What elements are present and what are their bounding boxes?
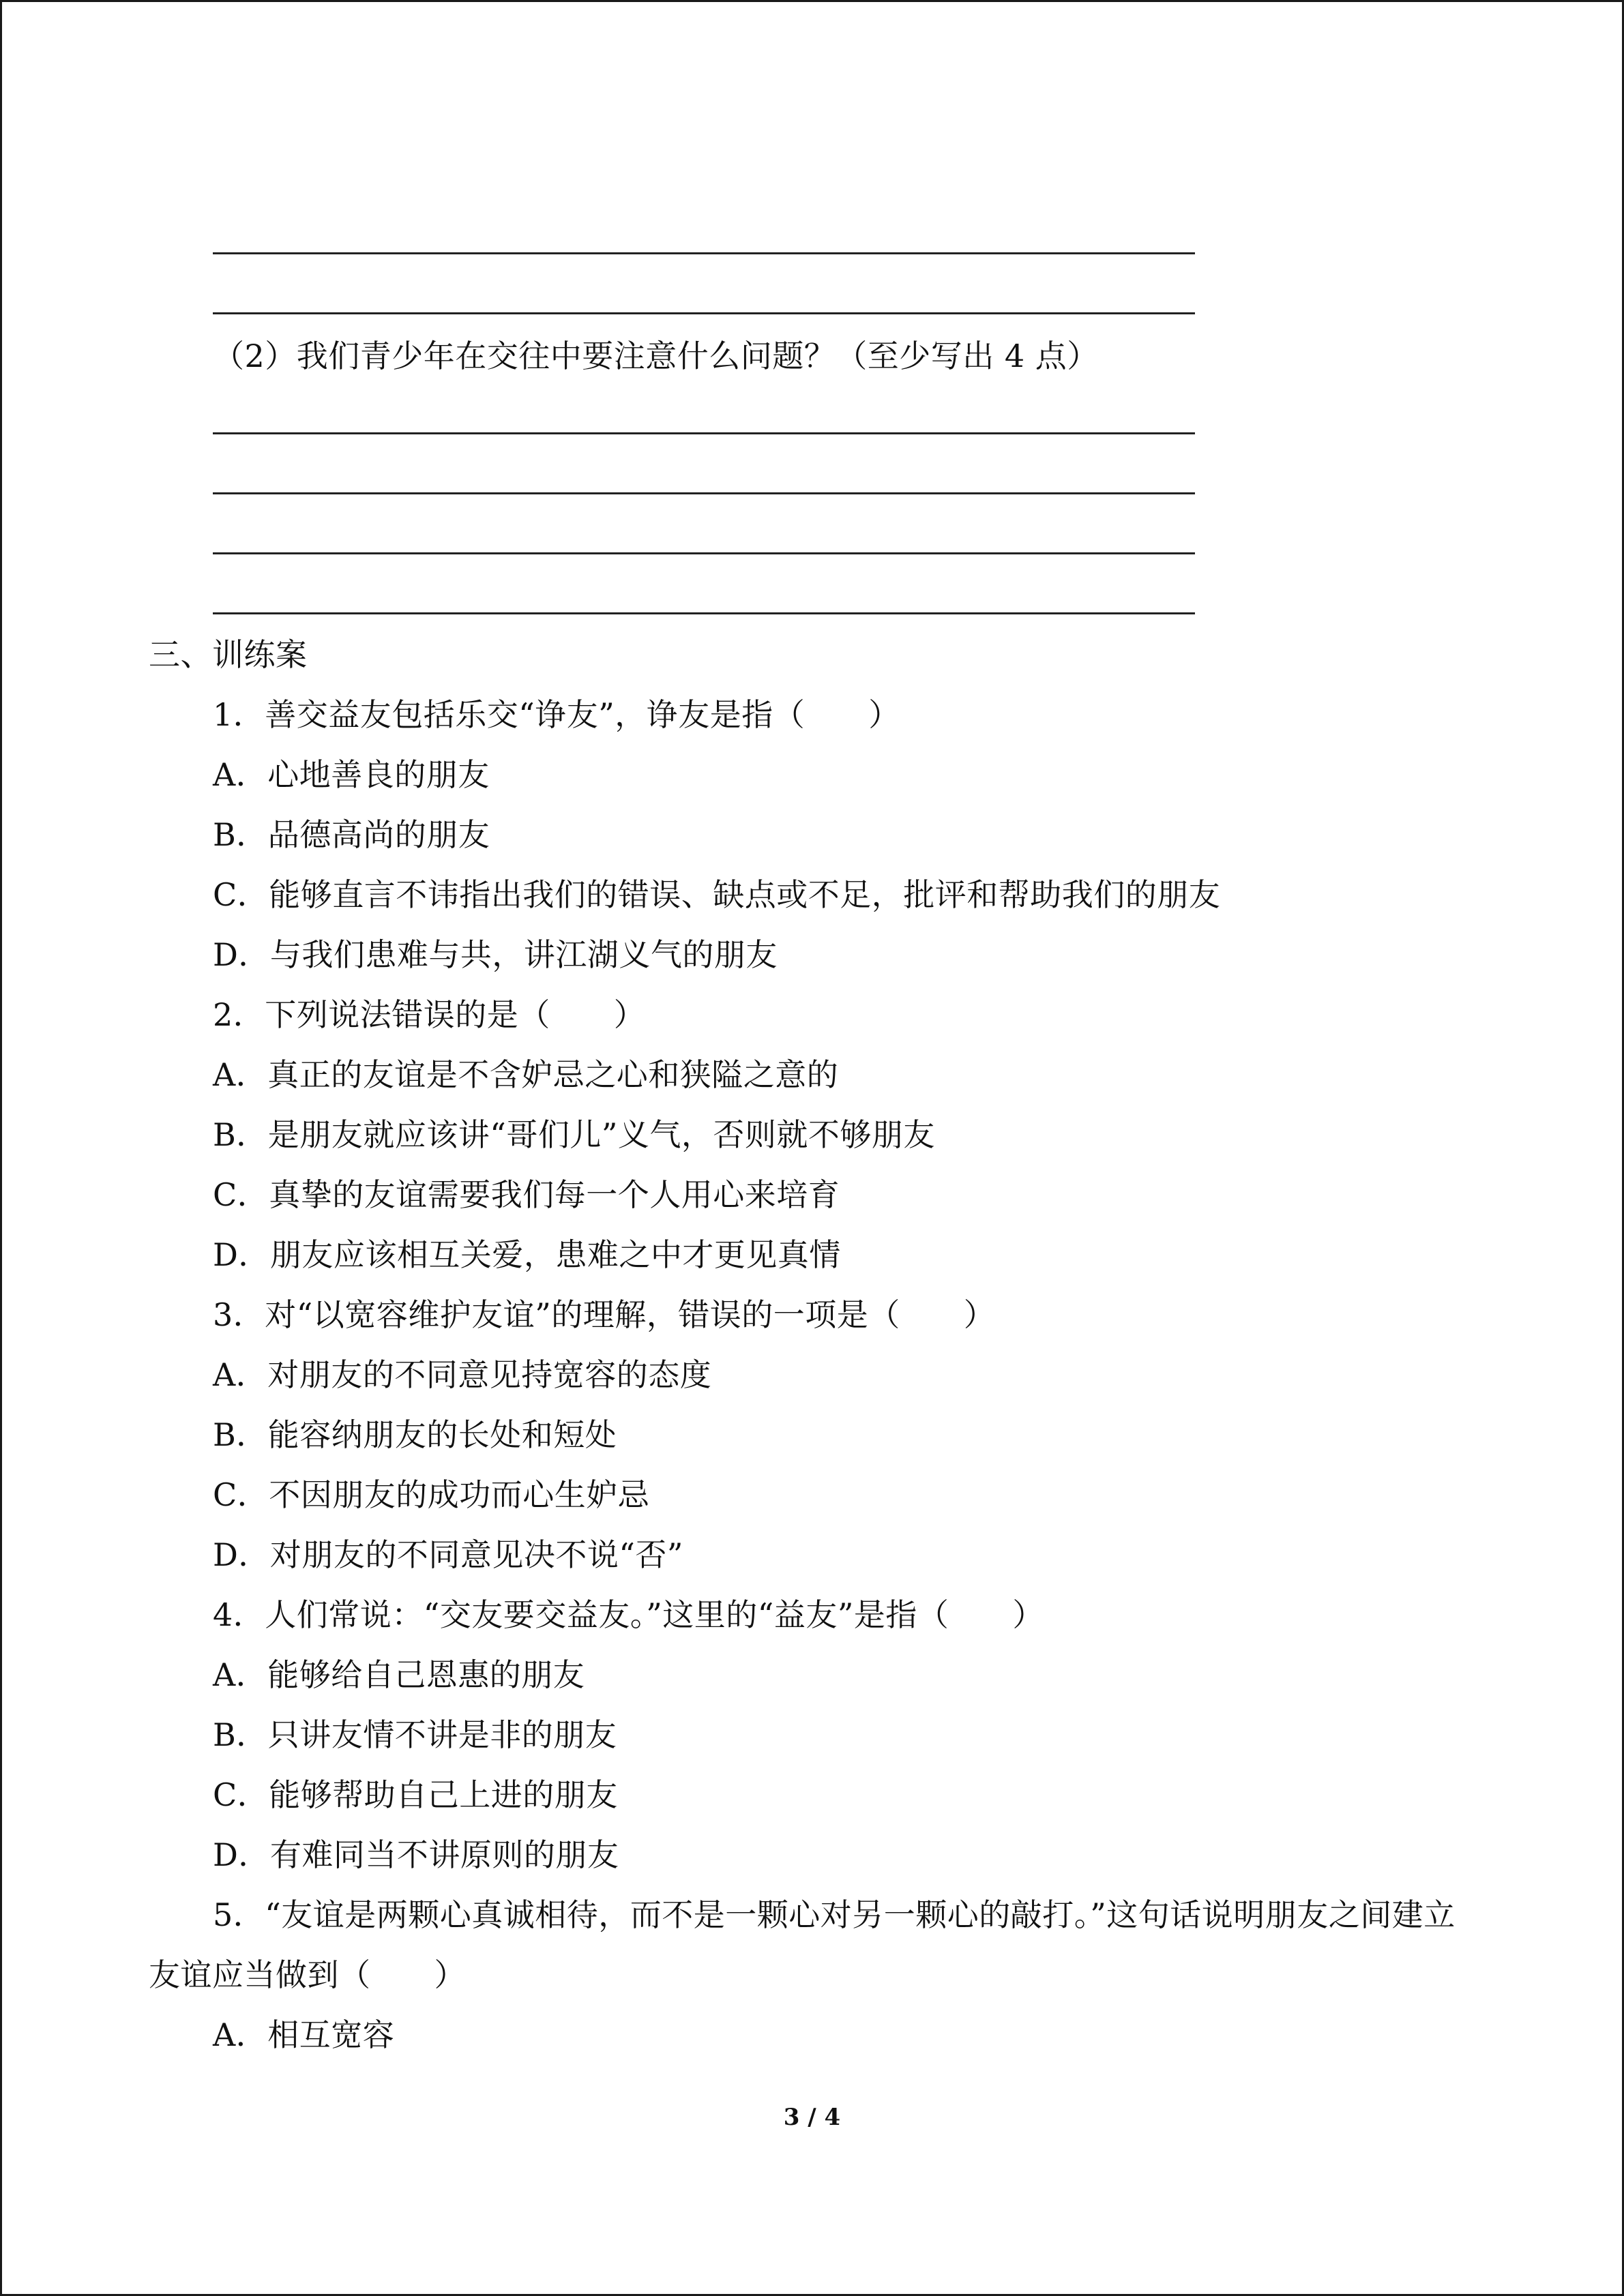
answer-line[interactable] [213, 612, 1195, 614]
question-5-stem: 5．“友谊是两颗心真诚相待，而不是一颗心对另一颗心的敲打。”这句话说明朋友之间建立友谊应当做到（ ） [149, 1896, 1456, 1993]
question-2-option-a[interactable]: A．真正的友谊是不含妒忌之心和狭隘之意的 [213, 1056, 839, 1093]
sub-question-2: （2）我们青少年在交往中要注意什么问题？（至少写出 4 点） [213, 338, 1099, 374]
answer-line[interactable] [213, 432, 1195, 434]
answer-line[interactable] [213, 252, 1195, 254]
question-4-option-a[interactable]: A．能够给自己恩惠的朋友 [213, 1656, 585, 1693]
question-5-option-a[interactable]: A．相互宽容 [213, 2016, 395, 2053]
question-4-option-b[interactable]: B．只讲友情不讲是非的朋友 [213, 1716, 617, 1753]
question-1-option-c[interactable]: C．能够直言不讳指出我们的错误、缺点或不足，批评和帮助我们的朋友 [213, 876, 1221, 913]
page-number: 3 / 4 [783, 2104, 841, 2131]
answer-line[interactable] [213, 552, 1195, 554]
question-4-option-c[interactable]: C．能够帮助自己上进的朋友 [213, 1776, 618, 1813]
question-4-stem: 4．人们常说：“交友要交益友。”这里的“益友”是指（ ） [213, 1596, 1044, 1633]
question-3-option-a[interactable]: A．对朋友的不同意见持宽容的态度 [213, 1356, 712, 1393]
question-4-option-d[interactable]: D．有难同当不讲原则的朋友 [213, 1836, 619, 1873]
answer-line[interactable] [213, 312, 1195, 314]
question-2-option-b[interactable]: B．是朋友就应该讲“哥们儿”义气，否则就不够朋友 [213, 1116, 935, 1153]
question-3-stem: 3．对“以宽容维护友谊”的理解，错误的一项是（ ） [213, 1296, 996, 1333]
question-3-option-c[interactable]: C．不因朋友的成功而心生妒忌 [213, 1476, 650, 1513]
question-1-option-d[interactable]: D．与我们患难与共，讲江湖义气的朋友 [213, 936, 778, 973]
question-3-option-d[interactable]: D．对朋友的不同意见决不说“否” [213, 1536, 683, 1573]
answer-line[interactable] [213, 492, 1195, 494]
question-1-option-a[interactable]: A．心地善良的朋友 [213, 756, 490, 793]
question-1-option-b[interactable]: B．品德高尚的朋友 [213, 816, 490, 853]
question-2-option-c[interactable]: C．真挚的友谊需要我们每一个人用心来培育 [213, 1176, 840, 1213]
question-2-option-d[interactable]: D．朋友应该相互关爱，患难之中才更见真情 [213, 1236, 841, 1273]
question-2-stem: 2．下列说法错误的是（ ） [213, 996, 646, 1033]
question-3-option-b[interactable]: B．能容纳朋友的长处和短处 [213, 1416, 617, 1453]
section-heading: 三、训练案 [149, 636, 308, 673]
question-1-stem: 1．善交益友包括乐交“诤友”，诤友是指（ ） [213, 696, 900, 733]
